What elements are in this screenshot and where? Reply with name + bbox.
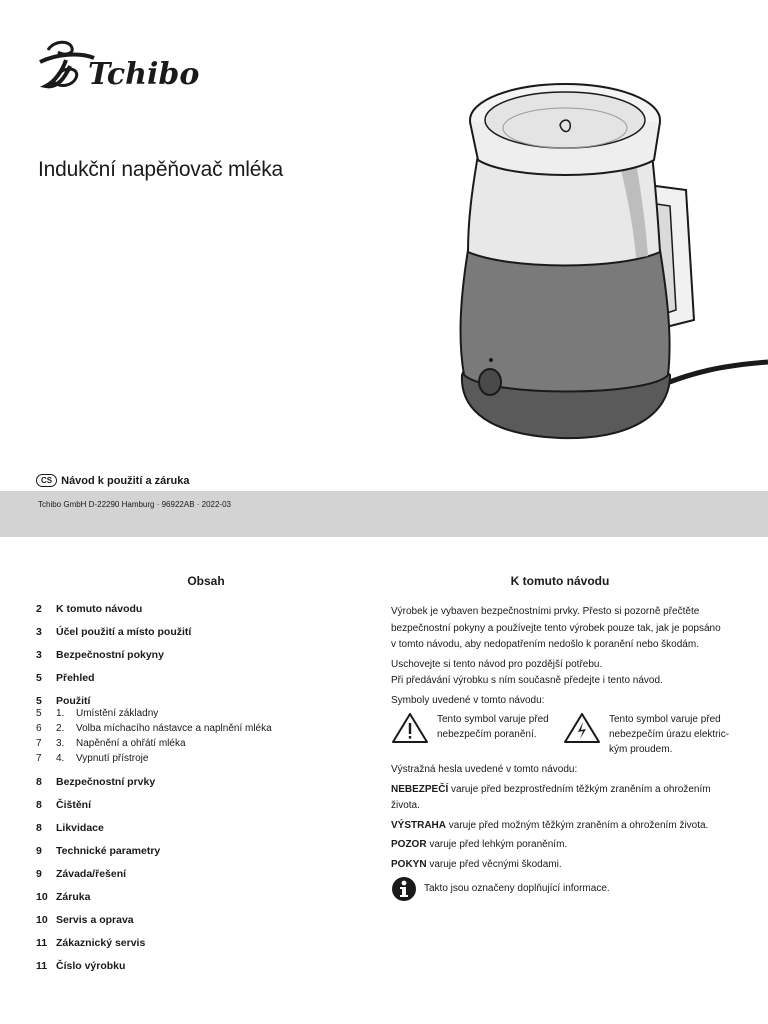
manual-type <box>36 474 190 487</box>
toc-page: 10 <box>36 891 48 903</box>
signal-warning: VÝSTRAHA varuje před možným těžkým zraněním a ohrožením života. <box>391 819 709 831</box>
toc-label: K tomuto návodu <box>56 603 143 615</box>
toc-label: Technické parametry <box>56 845 161 857</box>
language-badge: CS <box>36 474 57 487</box>
toc-item <box>36 937 376 948</box>
svg-text:Tchibo: Tchibo <box>88 57 200 92</box>
toc-page: 7 <box>36 753 42 764</box>
toc-page: 5 <box>36 708 42 719</box>
toc-item <box>36 672 376 683</box>
table-of-contents <box>36 603 376 983</box>
toc-label: Číslo výrobku <box>56 960 126 972</box>
toc-label: Bezpečnostní prvky <box>56 776 156 788</box>
toc-item <box>36 603 376 614</box>
intro-paragraph: Výrobek je vybaven bezpečnostními prvky. Přesto si pozorně přečtěte bezpečnostní pokyny a používejte tento výrobek pouze tak, jak je popsáno v tomto návodu, aby nedopatřením nedošlo k poranění nebo škodám. <box>391 606 721 650</box>
toc-page: 8 <box>36 776 42 788</box>
toc-item <box>36 868 376 879</box>
toc-subnumber: 2. <box>56 723 65 734</box>
toc-item <box>36 695 376 706</box>
toc-item <box>36 649 376 660</box>
imprint: Tchibo GmbH D-22290 Hamburg · 96922AB · 2022-03 <box>38 500 231 509</box>
info-text: Takto jsou označeny doplňující informace. <box>424 882 610 894</box>
tchibo-logo <box>36 36 216 96</box>
toc-item <box>36 776 376 787</box>
about-heading: K tomuto návodu <box>510 574 610 588</box>
toc-item <box>36 845 376 856</box>
toc-page: 8 <box>36 799 42 811</box>
toc-item <box>36 822 376 833</box>
symbols-row <box>391 712 736 757</box>
symbol-electric: Tento symbol varuje před nebezpečím úrazu elektric- kým proudem. <box>563 712 735 757</box>
toc-label: Účel použití a místo použití <box>56 626 192 638</box>
toc-subnumber: 3. <box>56 738 65 749</box>
toc-label: Likvidace <box>56 822 104 834</box>
toc-subitem <box>36 723 376 734</box>
toc-page: 6 <box>36 723 42 734</box>
page-title: Indukční napěňovač mléka <box>38 158 284 181</box>
toc-page: 9 <box>36 868 42 880</box>
signal-intro: Výstražná hesla uvedené v tomto návodu: <box>391 764 578 775</box>
toc-label: Použití <box>56 695 91 707</box>
toc-subnumber: 4. <box>56 753 65 764</box>
toc-label: Zákaznický servis <box>56 937 146 949</box>
about-section <box>391 604 736 902</box>
toc-heading: Obsah <box>187 574 225 588</box>
toc-page: 5 <box>36 695 42 707</box>
toc-subitem <box>36 708 376 719</box>
toc-label: Závada/řešení <box>56 868 127 880</box>
toc-item <box>36 891 376 902</box>
toc-label: Volba míchacího nástavce a naplnění mléka <box>76 723 272 734</box>
info-row <box>391 876 736 902</box>
toc-page: 11 <box>36 937 48 949</box>
toc-subitem <box>36 738 376 749</box>
toc-item <box>36 626 376 637</box>
toc-label: Záruka <box>56 891 91 903</box>
symbols-intro: Symboly uvedené v tomto návodu: <box>391 694 545 706</box>
keep-paragraph: Uschovejte si tento návod pro pozdější potřebu. Při předávání výrobku s ním současně předejte i tento návod. <box>391 658 663 686</box>
milk-frother-illustration <box>450 70 768 455</box>
electric-hazard-icon <box>563 712 601 744</box>
toc-label: Vypnutí přístroje <box>76 753 149 764</box>
toc-page: 3 <box>36 649 42 661</box>
toc-page: 11 <box>36 960 48 972</box>
toc-page: 10 <box>36 914 48 926</box>
toc-subitem <box>36 753 376 764</box>
toc-subnumber: 1. <box>56 708 65 719</box>
signal-danger: NEBEZPEČÍ varuje před bezprostředním těžkým zraněním a ohrožením života. <box>391 783 711 811</box>
toc-item <box>36 799 376 810</box>
toc-page: 9 <box>36 845 42 857</box>
toc-item <box>36 914 376 925</box>
signal-notice: POKYN varuje před věcnými škodami. <box>391 858 562 870</box>
info-icon <box>391 876 417 902</box>
toc-page: 7 <box>36 738 42 749</box>
gray-band <box>0 491 768 537</box>
signal-caution: POZOR varuje před lehkým poraněním. <box>391 839 568 850</box>
toc-page: 8 <box>36 822 42 834</box>
toc-page: 5 <box>36 672 42 684</box>
toc-item <box>36 960 376 971</box>
toc-page: 3 <box>36 626 42 638</box>
manual-label: Návod k použití a záruka <box>61 474 190 487</box>
toc-label: Přehled <box>56 672 95 684</box>
warning-triangle-icon <box>391 712 429 744</box>
toc-label: Servis a oprava <box>56 914 134 926</box>
toc-label: Čištění <box>56 799 92 811</box>
toc-label: Napěnění a ohřátí mléka <box>76 738 186 749</box>
symbol-warning: Tento symbol varuje před nebezpečím poranění. <box>391 712 563 757</box>
toc-label: Bezpečnostní pokyny <box>56 649 164 661</box>
toc-page: 2 <box>36 603 42 615</box>
toc-label: Umístění základny <box>76 708 159 719</box>
